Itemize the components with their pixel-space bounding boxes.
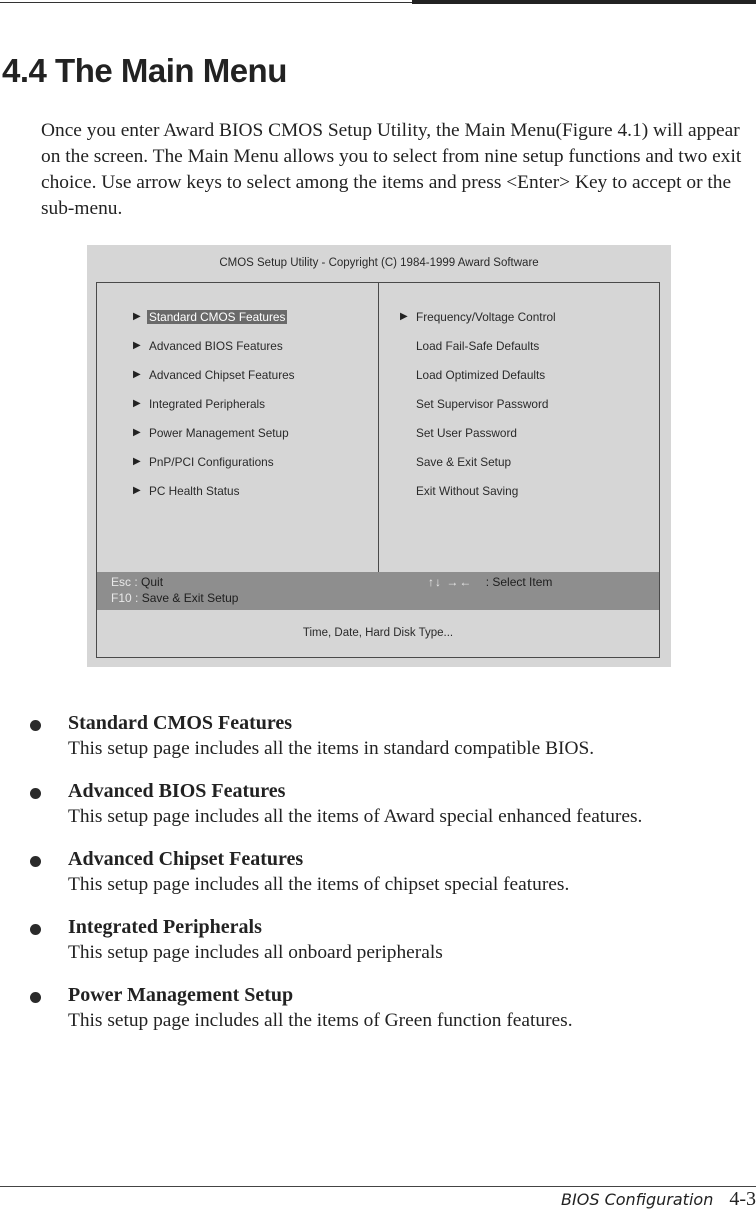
menu-item-label: Load Fail-Safe Defaults (416, 338, 540, 353)
menu-item-label: Integrated Peripherals (149, 396, 266, 411)
arrow-keys-icon: ↑↓ →← (428, 575, 473, 589)
bullet-dot-icon (30, 924, 41, 935)
menu-item-load-fail-safe-defaults[interactable] (400, 331, 558, 360)
menu-item-label: Standard CMOS Features (149, 309, 286, 324)
menu-item-set-supervisor-password[interactable] (400, 389, 558, 418)
bios-column-divider (378, 283, 379, 572)
bullet-dot-icon (30, 720, 41, 731)
help-f10-save (111, 591, 238, 605)
top-rule-thin (0, 2, 412, 3)
menu-item-pnp-pci-configurations[interactable] (133, 447, 297, 476)
bullet-dot-icon (30, 788, 41, 799)
bios-main-menu-figure (87, 245, 671, 667)
menu-item-label: Advanced Chipset Features (149, 367, 295, 382)
menu-item-label: Exit Without Saving (416, 484, 519, 499)
help-action-select-item: : Select Item (485, 575, 553, 589)
help-key-f10: F10 : (111, 591, 139, 605)
list-item (0, 846, 756, 914)
list-item-description: This setup page includes all the items of Award special enhanced features. (68, 806, 643, 827)
help-action-save-exit: Save & Exit Setup (141, 591, 239, 605)
list-item-title: Standard CMOS Features (68, 712, 293, 734)
menu-item-power-management-setup[interactable] (133, 418, 297, 447)
help-esc-quit (111, 575, 163, 589)
menu-item-exit-without-saving[interactable] (400, 477, 558, 506)
help-select-item (428, 575, 552, 589)
menu-item-label: Advanced BIOS Features (149, 338, 283, 353)
page-number: 4-3 (729, 1188, 756, 1210)
bios-item-description: Time, Date, Hard Disk Type... (302, 627, 454, 639)
feature-list (0, 710, 756, 1050)
menu-item-label: PnP/PCI Configurations (149, 455, 274, 470)
list-item-description: This setup page includes all onboard peripherals (68, 942, 443, 963)
bios-left-menu (133, 302, 297, 506)
menu-item-advanced-chipset-features[interactable] (133, 360, 297, 389)
intro-paragraph: Once you enter Award BIOS CMOS Setup Utility, the Main Menu(Figure 4.1) will appear on the screen. The Main Menu allows you to select from nine setup functions and two exit choice. Use arrow keys to select among the items and press <Enter> Key to accept or the sub-menu. (41, 120, 742, 219)
footer-section-title: BIOS Configuration (561, 1190, 714, 1209)
menu-item-label: Set Supervisor Password (416, 396, 549, 411)
menu-item-pc-health-status[interactable] (133, 477, 297, 506)
menu-item-save-exit-setup[interactable] (400, 447, 558, 476)
triangle-right-icon: ▶ (133, 397, 141, 409)
menu-item-label: Power Management Setup (149, 425, 289, 440)
triangle-right-icon: ▶ (133, 426, 141, 438)
list-item-title: Integrated Peripherals (68, 916, 262, 938)
page-footer (561, 1188, 756, 1211)
list-item-description: This setup page includes all the items in standard compatible BIOS. (68, 738, 595, 759)
menu-item-label: Set User Password (416, 425, 517, 440)
bullet-dot-icon (30, 856, 41, 867)
menu-item-frequency-voltage-control[interactable] (400, 302, 558, 331)
list-item-description: This setup page includes all the items of Green function features. (68, 1010, 573, 1031)
menu-item-label: Save & Exit Setup (416, 455, 512, 470)
triangle-right-icon: ▶ (133, 368, 141, 380)
menu-item-load-optimized-defaults[interactable] (400, 360, 558, 389)
list-item-description: This setup page includes all the items of chipset special features. (68, 874, 570, 895)
triangle-right-icon: ▶ (133, 310, 141, 322)
menu-item-integrated-peripherals[interactable] (133, 389, 297, 418)
bios-key-help-bar (97, 572, 659, 610)
list-item (0, 778, 756, 846)
list-item-title: Advanced Chipset Features (68, 848, 304, 870)
triangle-right-icon: ▶ (133, 339, 141, 351)
menu-item-standard-cmos-features[interactable] (133, 302, 297, 331)
top-rule-thick (412, 0, 756, 4)
bios-right-menu (400, 302, 558, 506)
triangle-right-icon: ▶ (133, 456, 141, 468)
menu-item-label: Frequency/Voltage Control (416, 309, 556, 324)
list-item-title: Advanced BIOS Features (68, 780, 286, 802)
menu-item-label: PC Health Status (149, 484, 240, 499)
list-item (0, 982, 756, 1050)
triangle-right-icon: ▶ (133, 485, 141, 497)
menu-item-advanced-bios-features[interactable] (133, 331, 297, 360)
bottom-rule (0, 1186, 756, 1187)
help-action-quit: Quit (141, 575, 164, 589)
section-heading: 4.4 The Main Menu (2, 52, 287, 89)
menu-item-set-user-password[interactable] (400, 418, 558, 447)
triangle-right-icon: ▶ (400, 310, 408, 322)
bios-title: CMOS Setup Utility - Copyright (C) 1984-1999 Award Software (219, 257, 539, 269)
list-item-title: Power Management Setup (68, 984, 294, 1006)
help-key-esc: Esc : (111, 575, 138, 589)
bios-menu-frame (96, 282, 660, 658)
menu-item-label: Load Optimized Defaults (416, 367, 546, 382)
list-item (0, 914, 756, 982)
list-item (0, 710, 756, 778)
bullet-dot-icon (30, 992, 41, 1003)
